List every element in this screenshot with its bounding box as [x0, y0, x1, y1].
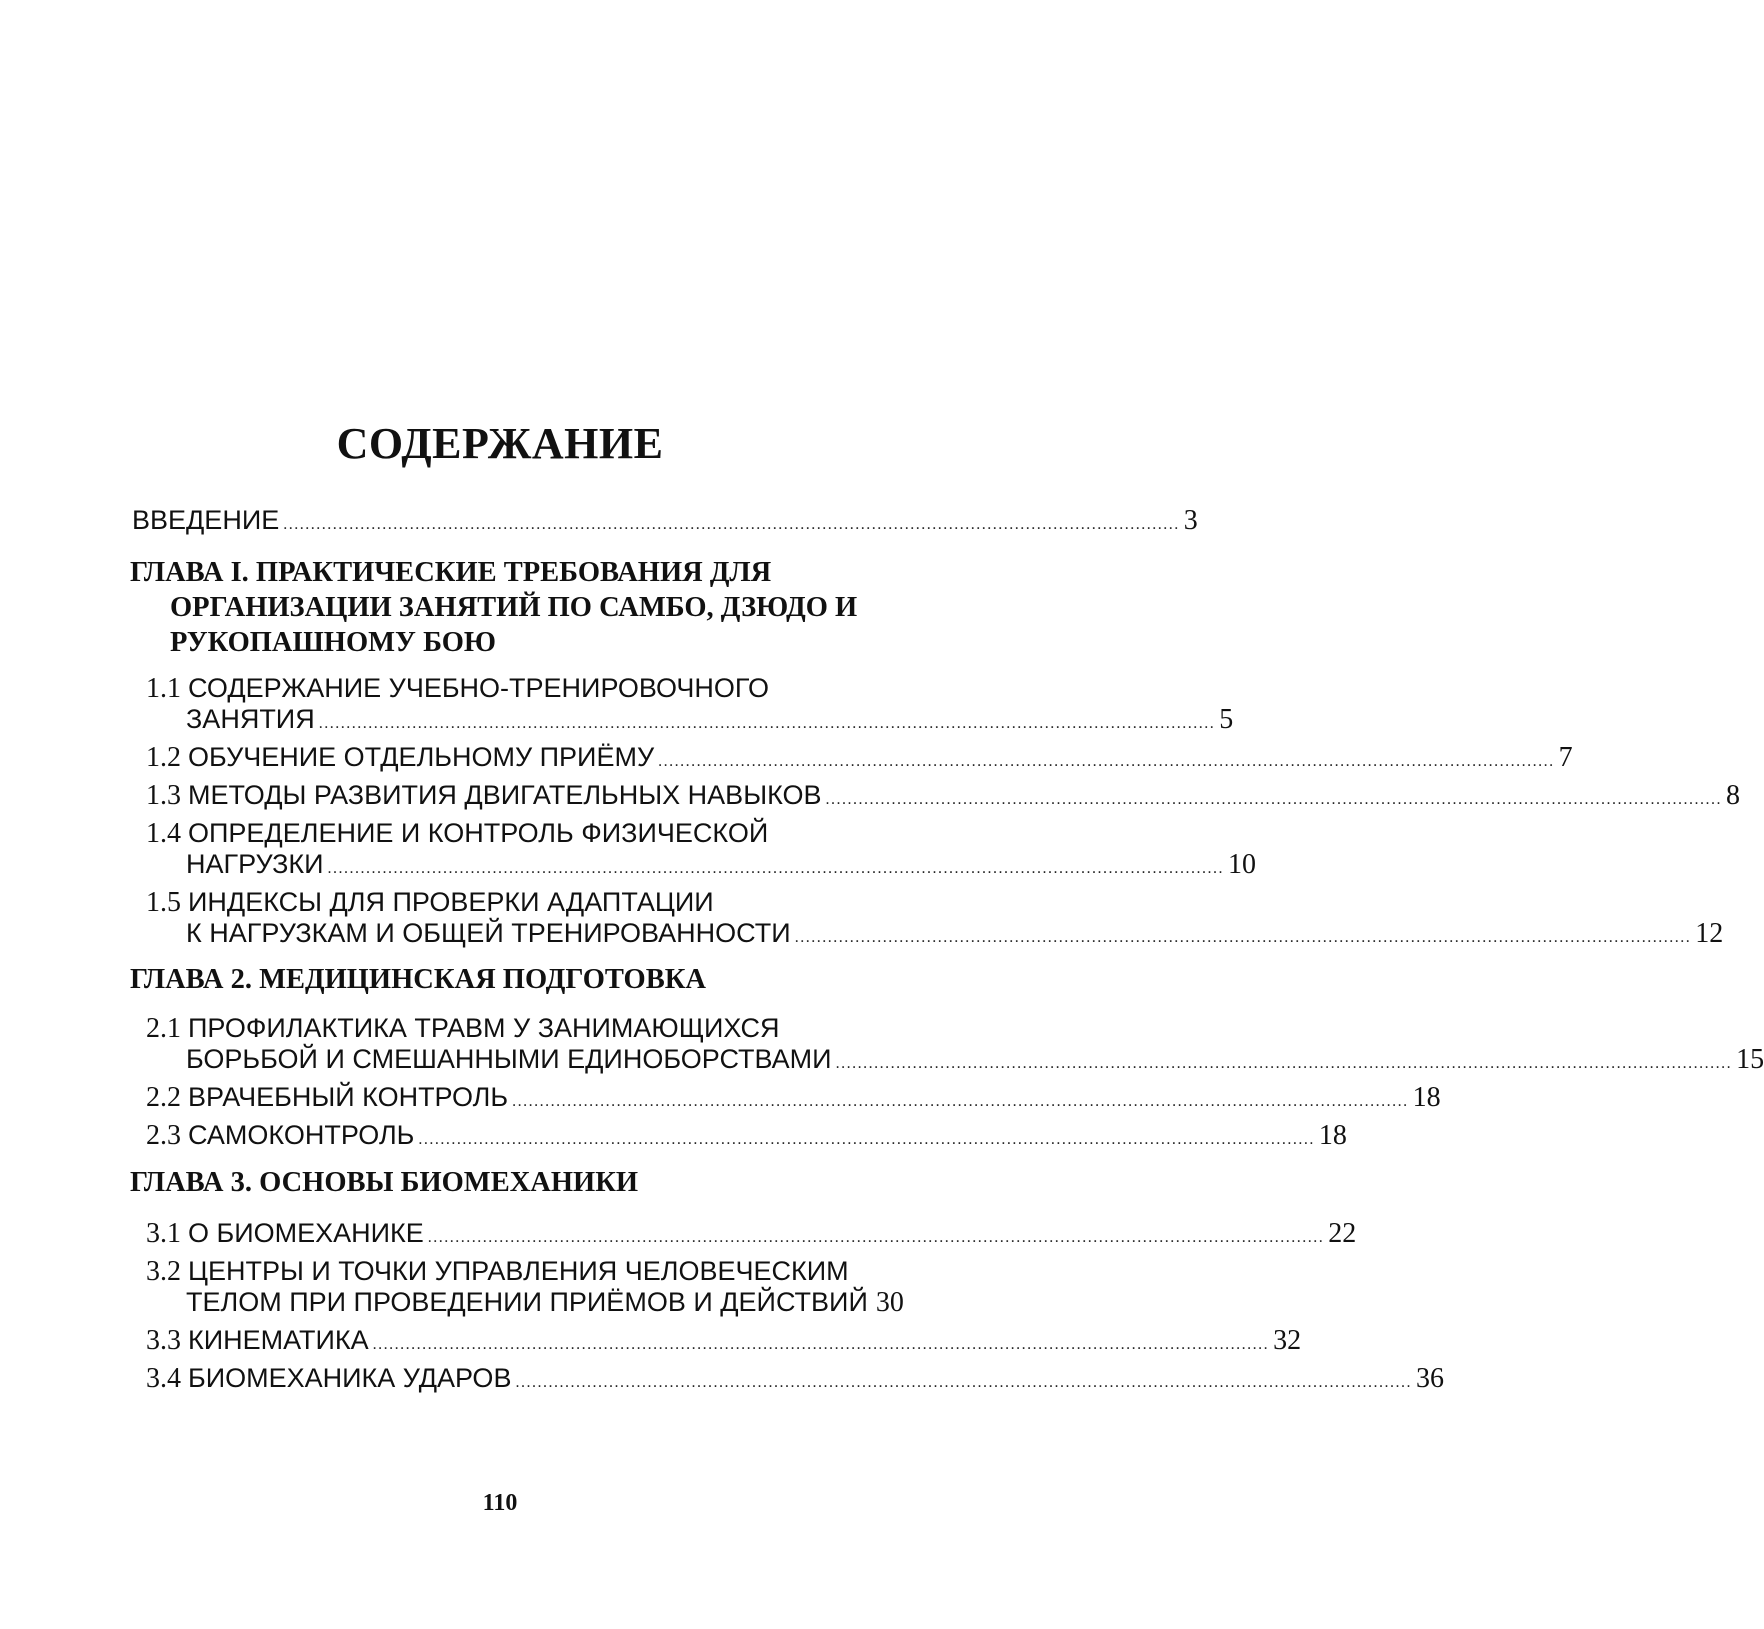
leader-dots: ...................................................................................................................................................................: [658, 753, 1555, 770]
section-title-line-2: ТЕЛОМ ПРИ ПРОВЕДЕНИИ ПРИЁМОВ И ДЕЙСТВИЙ: [186, 1287, 868, 1317]
section-number: 1.3: [146, 780, 181, 811]
section-title: О БИОМЕХАНИКЕ: [188, 1218, 424, 1248]
toc-page-number: 36: [1415, 1363, 1444, 1394]
toc-section-3-2[interactable]: [146, 1255, 849, 1288]
toc-section-1-4[interactable]: [146, 817, 768, 850]
toc-page-number: 12: [1695, 918, 1724, 949]
toc-entry-2-1[interactable]: [186, 1043, 1764, 1080]
section-title: БИОМЕХАНИКА УДАРОВ: [188, 1363, 512, 1393]
toc-entry-1-2[interactable]: [146, 741, 1573, 778]
toc-entry-label: ВВЕДЕНИЕ: [132, 505, 280, 535]
leader-dots: ...................................................................................................................................................................: [825, 791, 1723, 808]
section-title: САМОКОНТРОЛЬ: [188, 1120, 415, 1150]
toc-entry-3-1[interactable]: [146, 1217, 1357, 1254]
toc-entry-2-3[interactable]: [146, 1119, 1347, 1156]
section-number: 1.4: [146, 818, 181, 849]
section-title-line-1: ПРОФИЛАКТИКА ТРАВМ У ЗАНИМАЮЩИХСЯ: [188, 1013, 780, 1043]
section-title-line-2: НАГРУЗКИ: [186, 849, 324, 879]
section-title-line-2: БОРЬБОЙ И СМЕШАННЫМИ ЕДИНОБОРСТВАМИ: [186, 1044, 832, 1074]
toc-page-number: 10: [1228, 849, 1257, 880]
section-number: 3.3: [146, 1325, 181, 1356]
toc-page-number: 18: [1318, 1120, 1347, 1151]
section-number: 1.5: [146, 887, 181, 918]
section-number: 3.1: [146, 1218, 181, 1249]
toc-section-2-1[interactable]: [146, 1012, 780, 1045]
section-title: МЕТОДЫ РАЗВИТИЯ ДВИГАТЕЛЬНЫХ НАВЫКОВ: [188, 780, 822, 810]
toc-page-number: 22: [1328, 1218, 1357, 1249]
toc-page-number: 8: [1726, 780, 1741, 811]
chapter-1-heading-line-2[interactable]: ОРГАНИЗАЦИИ ЗАНЯТИЙ ПО САМБО, ДЗЮДО И: [170, 592, 858, 623]
toc-page-number: 15: [1736, 1044, 1764, 1075]
toc-entry-3-4[interactable]: [146, 1362, 1444, 1399]
leader-dots: ...................................................................................................................................................................: [372, 1336, 1270, 1353]
leader-dots: ...................................................................................................................................................................: [512, 1093, 1409, 1110]
leader-dots: ...................................................................................................................................................................: [418, 1131, 1315, 1148]
toc-entry-1-5[interactable]: [186, 917, 1724, 954]
chapter-3-heading[interactable]: ГЛАВА 3. ОСНОВЫ БИОМЕХАНИКИ: [130, 1167, 639, 1198]
chapter-1-heading-line-1[interactable]: ГЛАВА I. ПРАКТИЧЕСКИЕ ТРЕБОВАНИЯ ДЛЯ: [130, 557, 772, 588]
toc-entry-1-4[interactable]: [186, 848, 1257, 885]
toc-section-1-5[interactable]: [146, 886, 714, 919]
toc-entry-3-3[interactable]: [146, 1324, 1302, 1361]
toc-entry-3-2[interactable]: [186, 1286, 904, 1319]
section-number: 1.1: [146, 673, 181, 704]
toc-entry-1-3[interactable]: [146, 779, 1741, 816]
toc-page-number: 5: [1219, 704, 1234, 735]
section-number: 2.1: [146, 1013, 181, 1044]
section-title: ОБУЧЕНИЕ ОТДЕЛЬНОМУ ПРИЁМУ: [188, 742, 655, 772]
leader-dots: ...................................................................................................................................................................: [283, 516, 1180, 533]
chapter-1-heading-line-3[interactable]: РУКОПАШНОМУ БОЮ: [170, 627, 496, 658]
toc-page-number: 7: [1558, 742, 1573, 773]
leader-dots: ...................................................................................................................................................................: [794, 929, 1692, 946]
toc-page-number: 32: [1273, 1325, 1302, 1356]
chapter-2-heading[interactable]: ГЛАВА 2. МЕДИЦИНСКАЯ ПОДГОТОВКА: [130, 964, 706, 995]
page-number: 110: [482, 1490, 518, 1516]
section-title: ВРАЧЕБНЫЙ КОНТРОЛЬ: [188, 1082, 509, 1112]
leader-dots: ...................................................................................................................................................................: [427, 1229, 1325, 1246]
toc-entry-2-2[interactable]: [146, 1081, 1441, 1118]
section-title-line-1: ЦЕНТРЫ И ТОЧКИ УПРАВЛЕНИЯ ЧЕЛОВЕЧЕСКИМ: [188, 1256, 849, 1286]
leader-dots: ...................................................................................................................................................................: [318, 715, 1216, 732]
section-number: 2.3: [146, 1120, 181, 1151]
section-number: 3.4: [146, 1363, 181, 1394]
section-title-line-1: ОПРЕДЕЛЕНИЕ И КОНТРОЛЬ ФИЗИЧЕСКОЙ: [188, 818, 769, 848]
page-title: СОДЕРЖАНИЕ: [336, 419, 664, 468]
toc-page-number: 18: [1412, 1082, 1441, 1113]
section-title: КИНЕМАТИКА: [188, 1325, 369, 1355]
section-title-line-2: К НАГРУЗКАМ И ОБЩЕЙ ТРЕНИРОВАННОСТИ: [186, 918, 791, 948]
leader-dots: ...................................................................................................................................................................: [327, 860, 1225, 877]
section-number: 2.2: [146, 1082, 181, 1113]
toc-page-number: 3: [1183, 505, 1198, 536]
toc-entry-intro[interactable]: [132, 504, 1198, 541]
section-title-line-1: ИНДЕКСЫ ДЛЯ ПРОВЕРКИ АДАПТАЦИИ: [188, 887, 714, 917]
leader-dots: ...................................................................................................................................................................: [515, 1374, 1412, 1391]
section-number: 1.2: [146, 742, 181, 773]
toc-section-1-1[interactable]: [146, 672, 769, 705]
leader-dots: ...................................................................................................................................................................: [835, 1055, 1733, 1072]
toc-entry-1-1[interactable]: [186, 703, 1234, 740]
section-title-line-1: СОДЕРЖАНИЕ УЧЕБНО-ТРЕНИРОВОЧНОГО: [188, 673, 769, 703]
section-number: 3.2: [146, 1256, 181, 1287]
toc-page-number: 30: [875, 1287, 904, 1318]
section-title-line-2: ЗАНЯТИЯ: [186, 704, 315, 734]
